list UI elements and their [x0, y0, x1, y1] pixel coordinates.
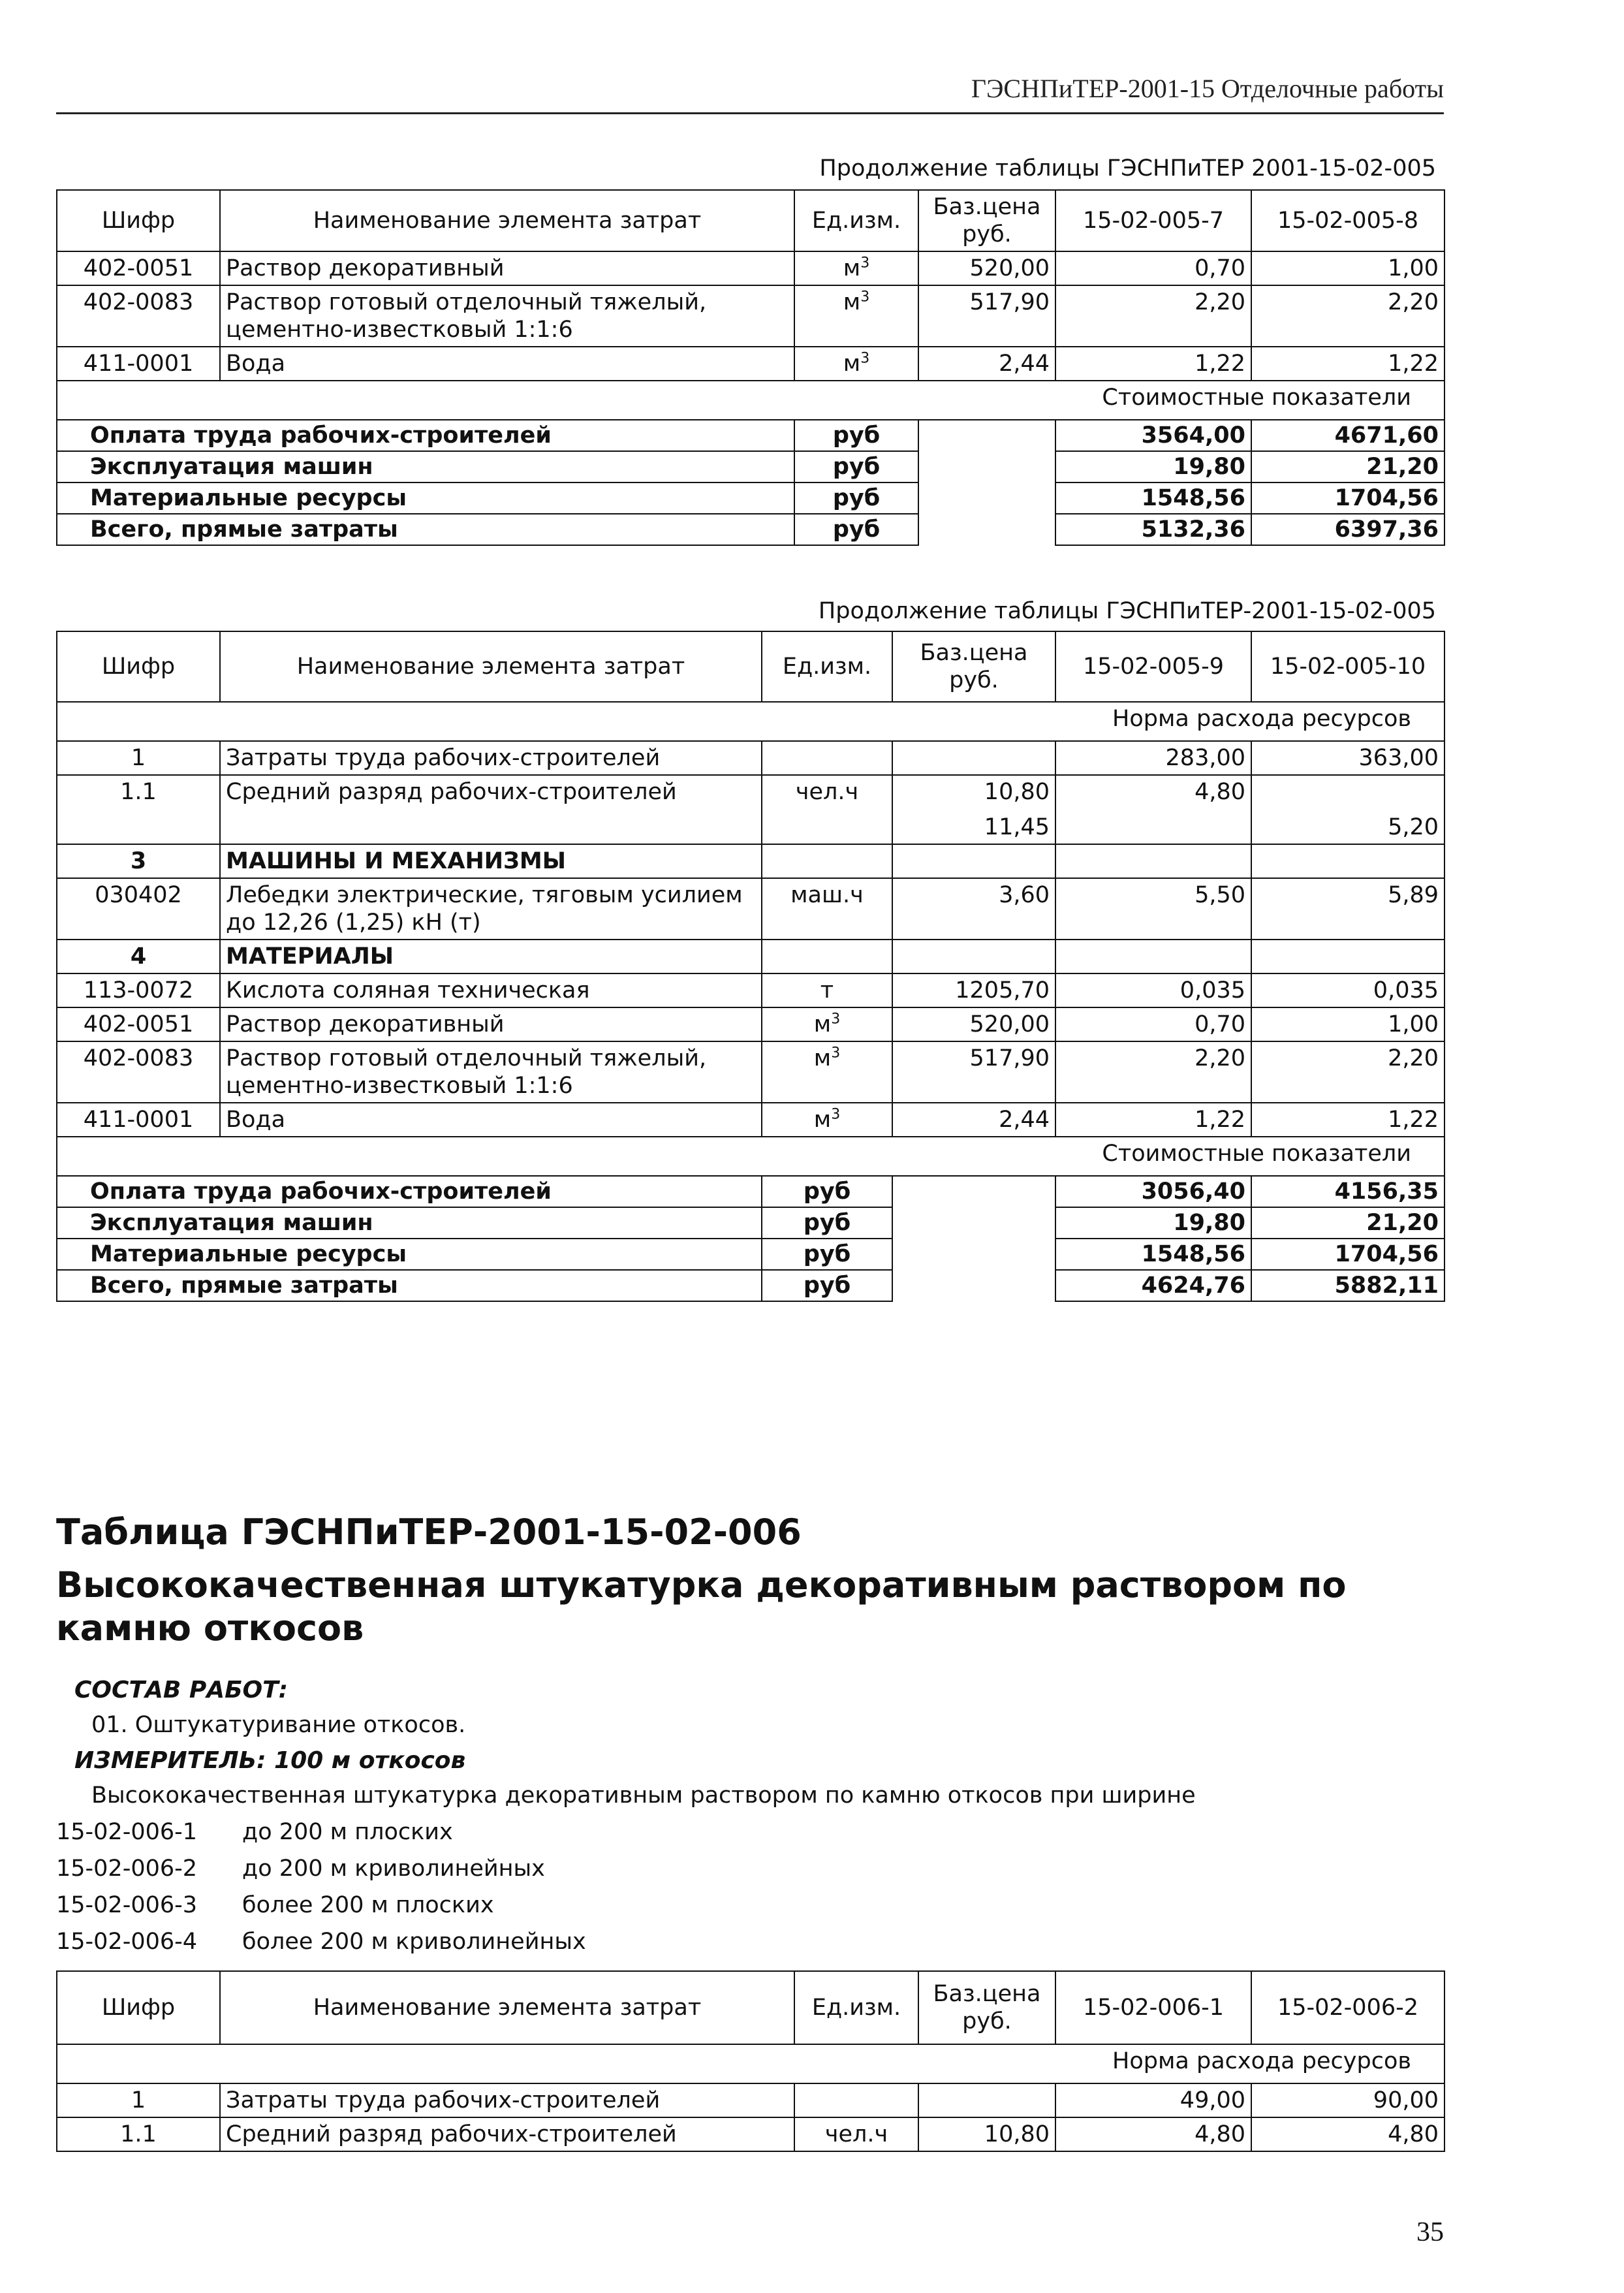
- col-norm-1: 15-02-006-1: [1055, 1971, 1251, 2044]
- list-item: [56, 1892, 494, 1918]
- item-text: более 200 м плоских: [242, 1892, 494, 1918]
- cost-unit: руб: [794, 482, 918, 514]
- cost-name: Всего, прямые затраты: [57, 1270, 762, 1301]
- row-unit: [762, 741, 892, 775]
- cost-name: Оплата труда рабочих-строителей: [57, 1176, 762, 1207]
- header-rule: [56, 112, 1444, 114]
- cost-name: Материальные ресурсы: [57, 1239, 762, 1270]
- table-row: [57, 2083, 1444, 2117]
- table2: [56, 631, 1445, 1302]
- row-value-1: 4,80: [1055, 2117, 1251, 2151]
- row-value-2: 5,89: [1251, 878, 1444, 940]
- item-code: 15-02-006-4: [56, 1929, 198, 1955]
- cost-value-1: 19,80: [1055, 1207, 1251, 1239]
- row-unit: чел.ч: [762, 775, 892, 844]
- item-text: до 200 м криволинейных: [242, 1856, 545, 1882]
- row-value-2: 2,20: [1251, 285, 1444, 347]
- row-price: 1205,70: [892, 973, 1055, 1007]
- col-norm-2: 15-02-006-2: [1251, 1971, 1444, 2044]
- row-value-2: 90,00: [1251, 2083, 1444, 2117]
- section-heading: Высококачественная штукатурка декоративным раствором по камню откосов: [56, 1564, 1347, 1649]
- col-unit: Ед.изм.: [794, 1971, 918, 2044]
- col-norm-2: 15-02-005-10: [1251, 631, 1444, 702]
- row-unit: [794, 2083, 918, 2117]
- page-number: 35: [1416, 2217, 1444, 2247]
- cost-price-empty: [918, 514, 1055, 545]
- cost-name: Оплата труда рабочих-строителей: [57, 420, 794, 451]
- row-name: Раствор декоративный: [220, 1007, 762, 1041]
- cost-row: [57, 451, 1444, 482]
- row-value-1: 0,035: [1055, 973, 1251, 1007]
- cost-unit: руб: [762, 1239, 892, 1270]
- cost-unit: руб: [762, 1176, 892, 1207]
- row-code: 1.1: [57, 775, 220, 844]
- table1-continuation: Продолжение таблицы ГЭСНПиТЕР 2001-15-02-005: [819, 155, 1436, 182]
- col-code: Шифр: [57, 190, 220, 251]
- item-code: 15-02-006-1: [56, 1819, 198, 1845]
- row-name: Средний разряд рабочих-строителей: [220, 2117, 794, 2151]
- row-price: 10,80 11,45: [892, 775, 1055, 844]
- table3-header-row: [57, 1971, 1444, 2044]
- row-name: Лебедки электрические, тяговым усилием до 12,26 (1,25) кН (т): [220, 878, 762, 940]
- cost-value-1: 1548,56: [1055, 482, 1251, 514]
- cost-price-empty: [892, 1270, 1055, 1301]
- row-code: 402-0051: [57, 1007, 220, 1041]
- cost-price-empty: [892, 1239, 1055, 1270]
- col-name: Наименование элемента затрат: [220, 1971, 794, 2044]
- table-row: [57, 741, 1444, 775]
- row-value-1: 4,80: [1055, 775, 1251, 844]
- cost-header: Стоимостные показатели: [57, 381, 1444, 420]
- row-value-1: 5,50: [1055, 878, 1251, 940]
- cost-value-2: 5882,11: [1251, 1270, 1444, 1301]
- cost-name: Материальные ресурсы: [57, 482, 794, 514]
- cost-price-empty: [918, 482, 1055, 514]
- table-row: [57, 347, 1444, 381]
- cost-value-1: 1548,56: [1055, 1239, 1251, 1270]
- cost-unit: руб: [762, 1270, 892, 1301]
- norm-header: Норма расхода ресурсов: [57, 702, 1444, 741]
- row-price: 2,44: [892, 1103, 1055, 1137]
- row-code: 411-0001: [57, 347, 220, 381]
- col-code: Шифр: [57, 1971, 220, 2044]
- col-price: Баз.цена руб.: [918, 190, 1055, 251]
- col-code: Шифр: [57, 631, 220, 702]
- work-item: 01. Оштукатуривание откосов.: [91, 1712, 466, 1738]
- row-name: Средний разряд рабочих-строителей: [220, 775, 762, 844]
- cost-row: [57, 420, 1444, 451]
- row-value-2: 1,00: [1251, 1007, 1444, 1041]
- running-header: ГЭСНПиТЕР-2001-15 Отделочные работы: [971, 74, 1444, 103]
- section-code: 3: [57, 844, 220, 878]
- cost-value-2: 4156,35: [1251, 1176, 1444, 1207]
- norm-header: Норма расхода ресурсов: [57, 2044, 1444, 2083]
- cost-price-empty: [918, 420, 1055, 451]
- row-price: 3,60: [892, 878, 1055, 940]
- row-value-1: 0,70: [1055, 1007, 1251, 1041]
- item-text: до 200 м плоских: [242, 1819, 453, 1845]
- row-name: Вода: [220, 1103, 762, 1137]
- row-code: 1.1: [57, 2117, 220, 2151]
- cost-value-1: 19,80: [1055, 451, 1251, 482]
- col-unit: Ед.изм.: [762, 631, 892, 702]
- row-price: 10,80: [918, 2117, 1055, 2151]
- list-item: [56, 1929, 586, 1955]
- row-name: Кислота соляная техническая: [220, 973, 762, 1007]
- cost-price-empty: [918, 451, 1055, 482]
- cost-unit: руб: [762, 1207, 892, 1239]
- cost-unit: руб: [794, 420, 918, 451]
- row-unit: $м^3$: [762, 1041, 892, 1103]
- list-item: [56, 1856, 545, 1882]
- table3: [56, 1970, 1445, 2152]
- table2-continuation: Продолжение таблицы ГЭСНПиТЕР-2001-15-02-005: [818, 598, 1436, 624]
- table2-norm-header-row: [57, 702, 1444, 741]
- section-row: [57, 844, 1444, 878]
- cost-value-1: 3056,40: [1055, 1176, 1251, 1207]
- cost-row: [57, 1176, 1444, 1207]
- col-name: Наименование элемента затрат: [220, 190, 794, 251]
- table-row: [57, 973, 1444, 1007]
- section-row: [57, 940, 1444, 973]
- row-code: 1: [57, 2083, 220, 2117]
- table-row: [57, 1103, 1444, 1137]
- cost-value-2: 1704,56: [1251, 1239, 1444, 1270]
- col-norm-1: 15-02-005-7: [1055, 190, 1251, 251]
- row-unit: $м^3$: [762, 1007, 892, 1041]
- row-price: 2,44: [918, 347, 1055, 381]
- table-title: Таблица ГЭСНПиТЕР-2001-15-02-006: [56, 1511, 802, 1553]
- cost-price-empty: [892, 1207, 1055, 1239]
- col-norm-2: 15-02-005-8: [1251, 190, 1444, 251]
- work-label: СОСТАВ РАБОТ:: [74, 1677, 289, 1703]
- section-name: МАШИНЫ И МЕХАНИЗМЫ: [220, 844, 762, 878]
- row-code: 411-0001: [57, 1103, 220, 1137]
- col-price: Баз.цена руб.: [892, 631, 1055, 702]
- row-code: 402-0083: [57, 285, 220, 347]
- cost-value-1: 5132,36: [1055, 514, 1251, 545]
- row-unit: маш.ч: [762, 878, 892, 940]
- cost-name: Эксплуатация машин: [57, 1207, 762, 1239]
- table-row: [57, 2117, 1444, 2151]
- cost-row: [57, 514, 1444, 545]
- col-price: Баз.цена руб.: [918, 1971, 1055, 2044]
- row-value-1: 2,20: [1055, 1041, 1251, 1103]
- row-value-2: 0,035: [1251, 973, 1444, 1007]
- row-value-1: 1,22: [1055, 1103, 1251, 1137]
- table-row: [57, 285, 1444, 347]
- row-price: 517,90: [892, 1041, 1055, 1103]
- row-code: 030402: [57, 878, 220, 940]
- cost-price-empty: [892, 1176, 1055, 1207]
- row-name: Затраты труда рабочих-строителей: [220, 2083, 794, 2117]
- table-row: [57, 878, 1444, 940]
- table-row: [57, 1007, 1444, 1041]
- row-name: Затраты труда рабочих-строителей: [220, 741, 762, 775]
- section-code: 4: [57, 940, 220, 973]
- row-unit: $м^3$: [762, 1103, 892, 1137]
- row-value-2: 1,00: [1251, 251, 1444, 285]
- row-price: 520,00: [918, 251, 1055, 285]
- row-unit: т: [762, 973, 892, 1007]
- cost-value-1: 3564,00: [1055, 420, 1251, 451]
- row-value-2: 2,20: [1251, 1041, 1444, 1103]
- row-price: [892, 741, 1055, 775]
- cost-unit: руб: [794, 514, 918, 545]
- row-name: Раствор готовый отделочный тяжелый, цементно-известковый 1:1:6: [220, 285, 794, 347]
- table2-header-row: [57, 631, 1444, 702]
- row-value-2: 1,22: [1251, 1103, 1444, 1137]
- row-unit: $м^3$: [794, 347, 918, 381]
- row-value-1: 2,20: [1055, 285, 1251, 347]
- table-row: [57, 1041, 1444, 1103]
- cost-row: [57, 1207, 1444, 1239]
- row-value-2: 4,80: [1251, 2117, 1444, 2151]
- table1-cost-header-row: [57, 381, 1444, 420]
- row-value-1: 0,70: [1055, 251, 1251, 285]
- row-code: 402-0083: [57, 1041, 220, 1103]
- cost-header: Стоимостные показатели: [57, 1137, 1444, 1176]
- cost-value-2: 1704,56: [1251, 482, 1444, 514]
- item-code: 15-02-006-3: [56, 1892, 198, 1918]
- cost-name: Эксплуатация машин: [57, 451, 794, 482]
- measure-label: ИЗМЕРИТЕЛЬ: 100 м откосов: [74, 1747, 466, 1774]
- row-name: Раствор декоративный: [220, 251, 794, 285]
- list-item: [56, 1819, 453, 1845]
- row-price: 517,90: [918, 285, 1055, 347]
- table1-header-row: [57, 190, 1444, 251]
- col-norm-1: 15-02-005-9: [1055, 631, 1251, 702]
- row-value-1: 1,22: [1055, 347, 1251, 381]
- cost-row: [57, 482, 1444, 514]
- row-unit: $м^3$: [794, 251, 918, 285]
- cost-value-1: 4624,76: [1055, 1270, 1251, 1301]
- section-name: МАТЕРИАЛЫ: [220, 940, 762, 973]
- cost-value-2: 6397,36: [1251, 514, 1444, 545]
- table-row: [57, 775, 1444, 844]
- cost-row: [57, 1239, 1444, 1270]
- item-text: более 200 м криволинейных: [242, 1929, 586, 1955]
- row-price: 520,00: [892, 1007, 1055, 1041]
- row-value-2: 1,22: [1251, 347, 1444, 381]
- table1: [56, 189, 1445, 546]
- row-code: 113-0072: [57, 973, 220, 1007]
- col-unit: Ед.изм.: [794, 190, 918, 251]
- table3-norm-header-row: [57, 2044, 1444, 2083]
- row-value-2: 363,00: [1251, 741, 1444, 775]
- row-code: 402-0051: [57, 251, 220, 285]
- row-unit: $м^3$: [794, 285, 918, 347]
- cost-row: [57, 1270, 1444, 1301]
- row-name: Раствор готовый отделочный тяжелый, цементно-известковый 1:1:6: [220, 1041, 762, 1103]
- row-code: 1: [57, 741, 220, 775]
- row-value-1: 283,00: [1055, 741, 1251, 775]
- cost-value-2: 4671,60: [1251, 420, 1444, 451]
- row-price: [918, 2083, 1055, 2117]
- item-code: 15-02-006-2: [56, 1856, 198, 1882]
- cost-value-2: 21,20: [1251, 1207, 1444, 1239]
- table2-cost-header-row: [57, 1137, 1444, 1176]
- cost-unit: руб: [794, 451, 918, 482]
- cost-name: Всего, прямые затраты: [57, 514, 794, 545]
- row-value-2: 5,20: [1251, 775, 1444, 844]
- row-value-1: 49,00: [1055, 2083, 1251, 2117]
- cost-value-2: 21,20: [1251, 451, 1444, 482]
- section-description: Высококачественная штукатурка декоративным раствором по камню откосов при ширине: [91, 1782, 1196, 1809]
- col-name: Наименование элемента затрат: [220, 631, 762, 702]
- table-row: [57, 251, 1444, 285]
- row-name: Вода: [220, 347, 794, 381]
- row-unit: чел.ч: [794, 2117, 918, 2151]
